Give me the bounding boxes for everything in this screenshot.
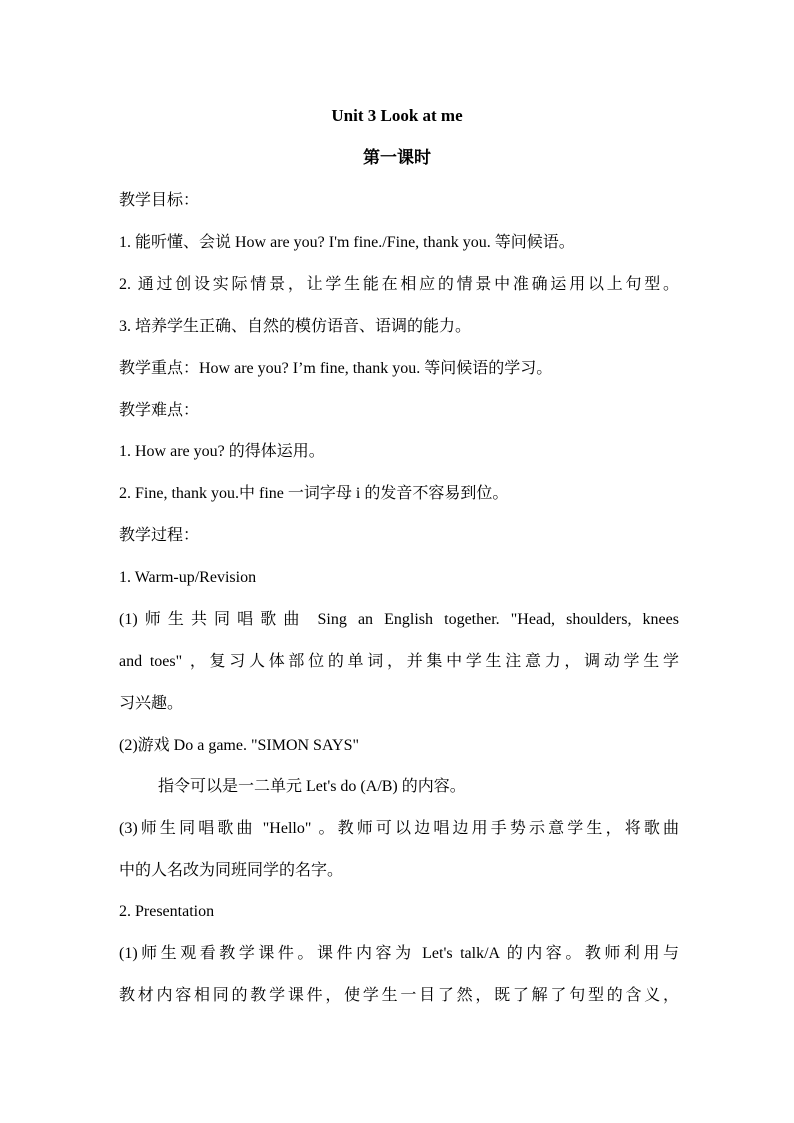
document-title: Unit 3 Look at me bbox=[331, 106, 463, 125]
paragraph-line: (1)师生共同唱歌曲 Sing an English together. "Head, shoulders, knees bbox=[119, 611, 679, 628]
step-heading-warmup: 1. Warm-up/Revision bbox=[119, 569, 257, 586]
paragraph-line: 教材内容相同的教学课件，使学生一目了然，既了解了句型的含义， bbox=[119, 987, 679, 1004]
paragraph-line: 习兴趣。 bbox=[119, 695, 184, 712]
step-heading-presentation: 2. Presentation bbox=[119, 903, 215, 920]
objective-line: 2. 通过创设实际情景，让学生能在相应的情景中准确运用以上句型。 bbox=[119, 276, 679, 293]
objective-line: 1. 能听懂、会说 How are you? I'm fine./Fine, thank you. 等问候语。 bbox=[119, 234, 575, 251]
difficulty-line: 2. Fine, thank you.中 fine 一词字母 i 的发音不容易到位。 bbox=[119, 485, 509, 502]
paragraph-line: (3)师生同唱歌曲 "Hello" 。教师可以边唱边用手势示意学生，将歌曲 bbox=[119, 820, 679, 837]
objective-line: 3. 培养学生正确、自然的模仿语音、语调的能力。 bbox=[119, 318, 472, 335]
paragraph-line: and toes" ，复习人体部位的单词，并集中学生注意力，调动学生学 bbox=[119, 653, 679, 670]
difficulty-line: 1. How are you? 的得体运用。 bbox=[119, 443, 325, 460]
section-heading-process: 教学过程： bbox=[119, 527, 200, 544]
paragraph-line: (1)师生观看教学课件。课件内容为 Let's talk/A 的内容。教师利用与 bbox=[119, 945, 679, 962]
section-heading-objectives: 教学目标： bbox=[119, 192, 200, 209]
paragraph-line: 指令可以是一二单元 Let's do (A/B) 的内容。 bbox=[158, 778, 466, 795]
paragraph-line: 中的人名改为同班同学的名字。 bbox=[119, 862, 344, 879]
section-heading-difficulties: 教学难点： bbox=[119, 402, 200, 419]
paragraph-line: (2)游戏 Do a game. "SIMON SAYS" bbox=[119, 737, 360, 754]
key-points-line: 教学重点：How are you? I’m fine, thank you. 等问候语的学习。 bbox=[119, 360, 553, 377]
lesson-subtitle: 第一课时 bbox=[363, 148, 431, 167]
